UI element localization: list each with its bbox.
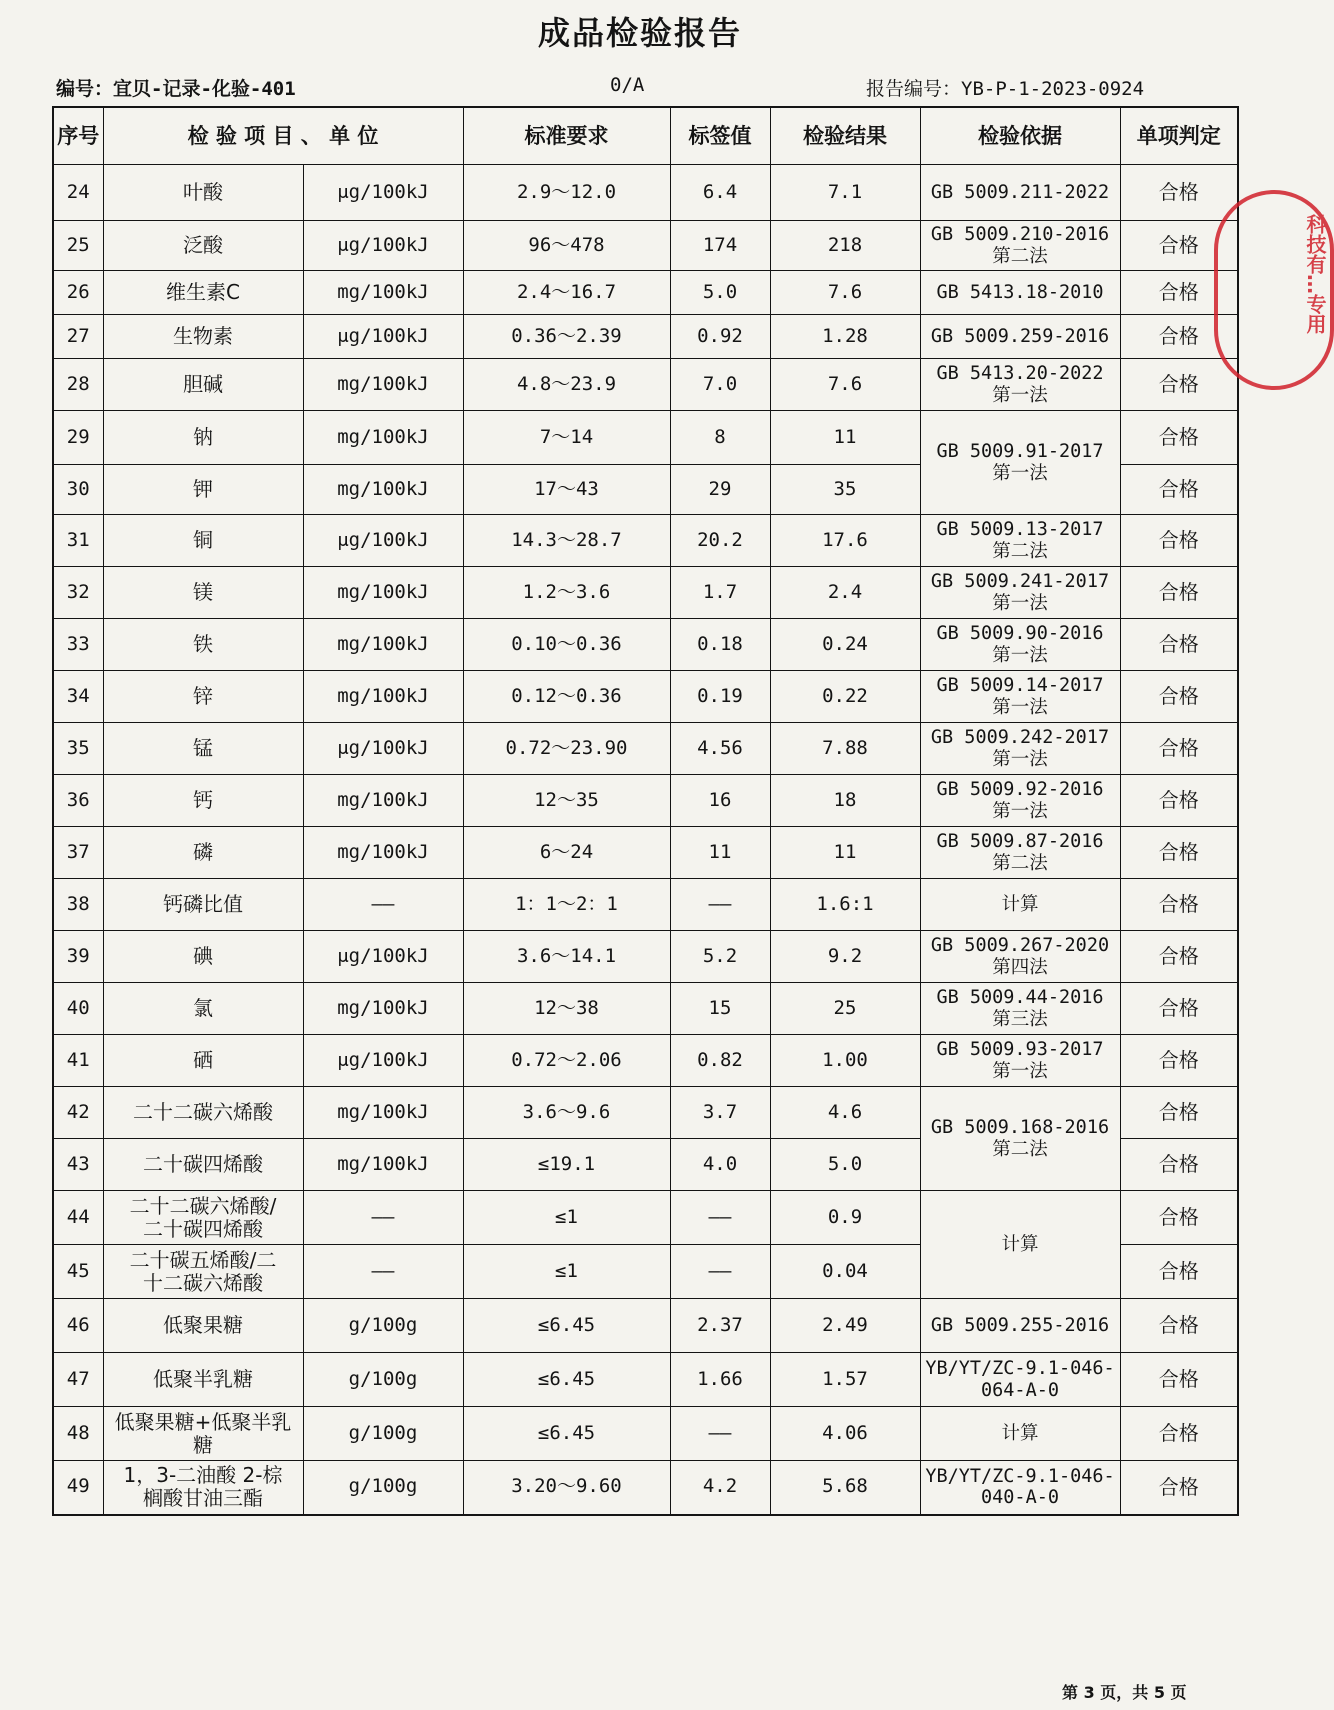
cell-standard: 3.6～14.1: [463, 931, 670, 983]
cell-unit: mg/100kJ: [303, 619, 463, 671]
cell-item: 钙磷比值: [103, 879, 303, 931]
table-row: [53, 165, 1238, 221]
cell-basis: GB 5009.90-2016 第一法: [920, 619, 1120, 671]
cell-judgement: 合格: [1120, 1139, 1238, 1191]
cell-judgement: 合格: [1120, 271, 1238, 315]
header-basis: 检验依据: [920, 107, 1120, 165]
cell-basis: GB 5413.18-2010: [920, 271, 1120, 315]
cell-label-value: 0.82: [670, 1035, 770, 1087]
table-row: [53, 515, 1238, 567]
cell-result: 35: [770, 465, 920, 515]
header-judgement: 单项判定: [1120, 107, 1238, 165]
cell-unit: ——: [303, 1245, 463, 1299]
cell-judgement: 合格: [1120, 221, 1238, 271]
cell-judgement: 合格: [1120, 1353, 1238, 1407]
cell-unit: mg/100kJ: [303, 567, 463, 619]
cell-standard: 12～35: [463, 775, 670, 827]
cell-label-value: 7.0: [670, 359, 770, 411]
inspection-table: [52, 106, 1239, 1516]
cell-basis: GB 5009.211-2022: [920, 165, 1120, 221]
table-row: [53, 1191, 1238, 1245]
cell-standard: 0.36～2.39: [463, 315, 670, 359]
cell-unit: μg/100kJ: [303, 931, 463, 983]
cell-judgement: 合格: [1120, 515, 1238, 567]
cell-label-value: ——: [670, 1191, 770, 1245]
cell-judgement: 合格: [1120, 465, 1238, 515]
cell-seq: 29: [53, 411, 103, 465]
table-row: [53, 775, 1238, 827]
cell-seq: 40: [53, 983, 103, 1035]
cell-judgement: 合格: [1120, 567, 1238, 619]
cell-unit: μg/100kJ: [303, 515, 463, 567]
cell-seq: 38: [53, 879, 103, 931]
cell-result: 4.06: [770, 1407, 920, 1461]
header-result: 检验结果: [770, 107, 920, 165]
cell-result: 7.88: [770, 723, 920, 775]
header-standard: 标准要求: [463, 107, 670, 165]
cell-item: 二十碳四烯酸: [103, 1139, 303, 1191]
cell-item: 碘: [103, 931, 303, 983]
cell-seq: 46: [53, 1299, 103, 1353]
page-footer: 第 3 页，共 5 页: [1062, 1683, 1187, 1702]
cell-item: 二十碳五烯酸/二 十二碳六烯酸: [103, 1245, 303, 1299]
cell-result: 5.0: [770, 1139, 920, 1191]
cell-standard: 0.72～2.06: [463, 1035, 670, 1087]
cell-standard: 14.3～28.7: [463, 515, 670, 567]
cell-label-value: 3.7: [670, 1087, 770, 1139]
cell-unit: μg/100kJ: [303, 723, 463, 775]
cell-unit: mg/100kJ: [303, 827, 463, 879]
cell-item: 钠: [103, 411, 303, 465]
cell-judgement: 合格: [1120, 315, 1238, 359]
cell-item: 二十二碳六烯酸/ 二十碳四烯酸: [103, 1191, 303, 1245]
table-row: [53, 1407, 1238, 1461]
cell-label-value: 8: [670, 411, 770, 465]
cell-label-value: ——: [670, 879, 770, 931]
cell-basis: GB 5009.259-2016: [920, 315, 1120, 359]
cell-label-value: 1.66: [670, 1353, 770, 1407]
cell-basis: GB 5009.242-2017 第一法: [920, 723, 1120, 775]
table-row: [53, 1353, 1238, 1407]
cell-judgement: 合格: [1120, 931, 1238, 983]
cell-item: 低聚半乳糖: [103, 1353, 303, 1407]
table-row: [53, 271, 1238, 315]
cell-seq: 34: [53, 671, 103, 723]
red-seal-stamp: 科技有…专用: [1214, 190, 1334, 390]
cell-result: 7.6: [770, 359, 920, 411]
cell-seq: 24: [53, 165, 103, 221]
report-number: 报告编号：YB-P-1-2023-0924: [866, 78, 1145, 100]
cell-basis: GB 5009.210-2016 第二法: [920, 221, 1120, 271]
cell-item: 氯: [103, 983, 303, 1035]
cell-label-value: 0.19: [670, 671, 770, 723]
cell-result: 1.28: [770, 315, 920, 359]
cell-seq: 32: [53, 567, 103, 619]
cell-label-value: ——: [670, 1407, 770, 1461]
cell-item: 硒: [103, 1035, 303, 1087]
cell-standard: ≤6.45: [463, 1353, 670, 1407]
cell-judgement: 合格: [1120, 619, 1238, 671]
cell-label-value: 174: [670, 221, 770, 271]
cell-judgement: 合格: [1120, 1087, 1238, 1139]
cell-result: 17.6: [770, 515, 920, 567]
table-row: [53, 359, 1238, 411]
cell-label-value: 15: [670, 983, 770, 1035]
cell-standard: ≤6.45: [463, 1407, 670, 1461]
table-row: [53, 879, 1238, 931]
cell-seq: 41: [53, 1035, 103, 1087]
cell-item: 叶酸: [103, 165, 303, 221]
table-row: [53, 411, 1238, 465]
cell-judgement: 合格: [1120, 1035, 1238, 1087]
cell-judgement: 合格: [1120, 1461, 1238, 1515]
cell-basis: GB 5009.14-2017 第一法: [920, 671, 1120, 723]
table-row: [53, 1087, 1238, 1139]
cell-seq: 30: [53, 465, 103, 515]
cell-judgement: 合格: [1120, 983, 1238, 1035]
cell-standard: 2.4～16.7: [463, 271, 670, 315]
cell-basis: GB 5009.267-2020 第四法: [920, 931, 1120, 983]
cell-item: 泛酸: [103, 221, 303, 271]
cell-result: 9.2: [770, 931, 920, 983]
cell-item: 低聚果糖: [103, 1299, 303, 1353]
cell-standard: 2.9～12.0: [463, 165, 670, 221]
cell-result: 0.9: [770, 1191, 920, 1245]
cell-seq: 25: [53, 221, 103, 271]
cell-label-value: 4.0: [670, 1139, 770, 1191]
cell-result: 11: [770, 411, 920, 465]
table-row: [53, 619, 1238, 671]
cell-judgement: 合格: [1120, 1299, 1238, 1353]
table-row: [53, 221, 1238, 271]
header-seq: 序号: [53, 107, 103, 165]
cell-basis: GB 5413.20-2022 第一法: [920, 359, 1120, 411]
cell-result: 7.6: [770, 271, 920, 315]
cell-item: 镁: [103, 567, 303, 619]
cell-seq: 42: [53, 1087, 103, 1139]
cell-standard: 1.2～3.6: [463, 567, 670, 619]
cell-result: 0.04: [770, 1245, 920, 1299]
cell-basis: GB 5009.87-2016 第二法: [920, 827, 1120, 879]
cell-judgement: 合格: [1120, 411, 1238, 465]
version: 0/A: [610, 74, 645, 96]
cell-label-value: 2.37: [670, 1299, 770, 1353]
cell-basis: YB/YT/ZC-9.1-046- 064-A-0: [920, 1353, 1120, 1407]
cell-label-value: 20.2: [670, 515, 770, 567]
cell-standard: 7～14: [463, 411, 670, 465]
cell-item: 胆碱: [103, 359, 303, 411]
header-row: [53, 107, 1238, 165]
cell-seq: 27: [53, 315, 103, 359]
cell-standard: 0.72～23.90: [463, 723, 670, 775]
cell-label-value: ——: [670, 1245, 770, 1299]
table-row: [53, 1461, 1238, 1515]
cell-label-value: 29: [670, 465, 770, 515]
cell-standard: 3.6～9.6: [463, 1087, 670, 1139]
cell-basis: GB 5009.241-2017 第一法: [920, 567, 1120, 619]
cell-result: 18: [770, 775, 920, 827]
report-title: 成品检验报告: [537, 14, 742, 52]
cell-basis: GB 5009.91-2017 第一法: [920, 411, 1120, 515]
header-label-value: 标签值: [670, 107, 770, 165]
cell-item: 低聚果糖+低聚半乳 糖: [103, 1407, 303, 1461]
cell-unit: ——: [303, 879, 463, 931]
cell-item: 铁: [103, 619, 303, 671]
cell-seq: 44: [53, 1191, 103, 1245]
cell-basis: GB 5009.255-2016: [920, 1299, 1120, 1353]
cell-item: 1，3-二油酸 2-棕 榈酸甘油三酯: [103, 1461, 303, 1515]
table-row: [53, 931, 1238, 983]
cell-basis: GB 5009.92-2016 第一法: [920, 775, 1120, 827]
cell-unit: mg/100kJ: [303, 983, 463, 1035]
cell-judgement: 合格: [1120, 359, 1238, 411]
cell-item: 生物素: [103, 315, 303, 359]
cell-result: 0.22: [770, 671, 920, 723]
cell-judgement: 合格: [1120, 775, 1238, 827]
cell-result: 7.1: [770, 165, 920, 221]
cell-result: 2.4: [770, 567, 920, 619]
cell-basis: GB 5009.13-2017 第二法: [920, 515, 1120, 567]
cell-basis: GB 5009.44-2016 第三法: [920, 983, 1120, 1035]
cell-standard: 1：1～2：1: [463, 879, 670, 931]
cell-label-value: 0.92: [670, 315, 770, 359]
cell-unit: g/100g: [303, 1461, 463, 1515]
cell-seq: 39: [53, 931, 103, 983]
cell-judgement: 合格: [1120, 1191, 1238, 1245]
cell-seq: 26: [53, 271, 103, 315]
cell-unit: μg/100kJ: [303, 315, 463, 359]
cell-judgement: 合格: [1120, 723, 1238, 775]
table-row: [53, 567, 1238, 619]
cell-unit: mg/100kJ: [303, 775, 463, 827]
cell-result: 1.57: [770, 1353, 920, 1407]
cell-judgement: 合格: [1120, 879, 1238, 931]
cell-result: 1.6:1: [770, 879, 920, 931]
cell-basis: GB 5009.93-2017 第一法: [920, 1035, 1120, 1087]
cell-seq: 33: [53, 619, 103, 671]
cell-basis: YB/YT/ZC-9.1-046- 040-A-0: [920, 1461, 1120, 1515]
cell-label-value: 11: [670, 827, 770, 879]
cell-item: 磷: [103, 827, 303, 879]
cell-basis: 计算: [920, 1407, 1120, 1461]
doc-number: 编号：宜贝-记录-化验-401: [56, 78, 296, 100]
cell-result: 218: [770, 221, 920, 271]
cell-unit: g/100g: [303, 1299, 463, 1353]
cell-item: 钾: [103, 465, 303, 515]
cell-item: 铜: [103, 515, 303, 567]
cell-seq: 36: [53, 775, 103, 827]
cell-seq: 43: [53, 1139, 103, 1191]
cell-standard: 6～24: [463, 827, 670, 879]
table-row: [53, 827, 1238, 879]
cell-result: 5.68: [770, 1461, 920, 1515]
cell-label-value: 5.0: [670, 271, 770, 315]
cell-result: 11: [770, 827, 920, 879]
cell-judgement: 合格: [1120, 827, 1238, 879]
cell-label-value: 4.56: [670, 723, 770, 775]
cell-unit: μg/100kJ: [303, 165, 463, 221]
cell-unit: mg/100kJ: [303, 1087, 463, 1139]
cell-standard: 4.8～23.9: [463, 359, 670, 411]
cell-unit: mg/100kJ: [303, 359, 463, 411]
cell-label-value: 1.7: [670, 567, 770, 619]
cell-seq: 45: [53, 1245, 103, 1299]
cell-standard: ≤6.45: [463, 1299, 670, 1353]
cell-standard: 96～478: [463, 221, 670, 271]
cell-item: 二十二碳六烯酸: [103, 1087, 303, 1139]
cell-item: 锌: [103, 671, 303, 723]
table-row: [53, 1299, 1238, 1353]
cell-basis: GB 5009.168-2016 第二法: [920, 1087, 1120, 1191]
cell-seq: 35: [53, 723, 103, 775]
table-row: [53, 723, 1238, 775]
cell-result: 2.49: [770, 1299, 920, 1353]
cell-unit: mg/100kJ: [303, 465, 463, 515]
cell-seq: 47: [53, 1353, 103, 1407]
cell-unit: μg/100kJ: [303, 1035, 463, 1087]
cell-result: 25: [770, 983, 920, 1035]
cell-standard: ≤1: [463, 1191, 670, 1245]
cell-judgement: 合格: [1120, 165, 1238, 221]
cell-judgement: 合格: [1120, 1245, 1238, 1299]
table-row: [53, 315, 1238, 359]
cell-unit: mg/100kJ: [303, 411, 463, 465]
cell-item: 维生素C: [103, 271, 303, 315]
cell-basis: 计算: [920, 879, 1120, 931]
cell-standard: ≤1: [463, 1245, 670, 1299]
cell-item: 锰: [103, 723, 303, 775]
cell-label-value: 4.2: [670, 1461, 770, 1515]
cell-seq: 49: [53, 1461, 103, 1515]
cell-standard: 17～43: [463, 465, 670, 515]
cell-result: 1.00: [770, 1035, 920, 1087]
cell-standard: 3.20～9.60: [463, 1461, 670, 1515]
cell-item: 钙: [103, 775, 303, 827]
cell-unit: mg/100kJ: [303, 671, 463, 723]
cell-label-value: 16: [670, 775, 770, 827]
cell-judgement: 合格: [1120, 1407, 1238, 1461]
cell-label-value: 5.2: [670, 931, 770, 983]
cell-unit: g/100g: [303, 1407, 463, 1461]
cell-unit: ——: [303, 1191, 463, 1245]
cell-judgement: 合格: [1120, 671, 1238, 723]
cell-seq: 31: [53, 515, 103, 567]
cell-unit: mg/100kJ: [303, 271, 463, 315]
cell-basis: 计算: [920, 1191, 1120, 1299]
table-row: [53, 983, 1238, 1035]
cell-standard: ≤19.1: [463, 1139, 670, 1191]
cell-standard: 0.12～0.36: [463, 671, 670, 723]
cell-result: 4.6: [770, 1087, 920, 1139]
cell-standard: 12～38: [463, 983, 670, 1035]
cell-label-value: 6.4: [670, 165, 770, 221]
table-row: [53, 1035, 1238, 1087]
cell-seq: 37: [53, 827, 103, 879]
cell-unit: μg/100kJ: [303, 221, 463, 271]
cell-standard: 0.10～0.36: [463, 619, 670, 671]
table-row: [53, 671, 1238, 723]
cell-unit: g/100g: [303, 1353, 463, 1407]
cell-seq: 28: [53, 359, 103, 411]
cell-seq: 48: [53, 1407, 103, 1461]
header-item-unit: 检 验 项 目 、 单 位: [103, 107, 463, 165]
cell-label-value: 0.18: [670, 619, 770, 671]
cell-unit: mg/100kJ: [303, 1139, 463, 1191]
cell-result: 0.24: [770, 619, 920, 671]
